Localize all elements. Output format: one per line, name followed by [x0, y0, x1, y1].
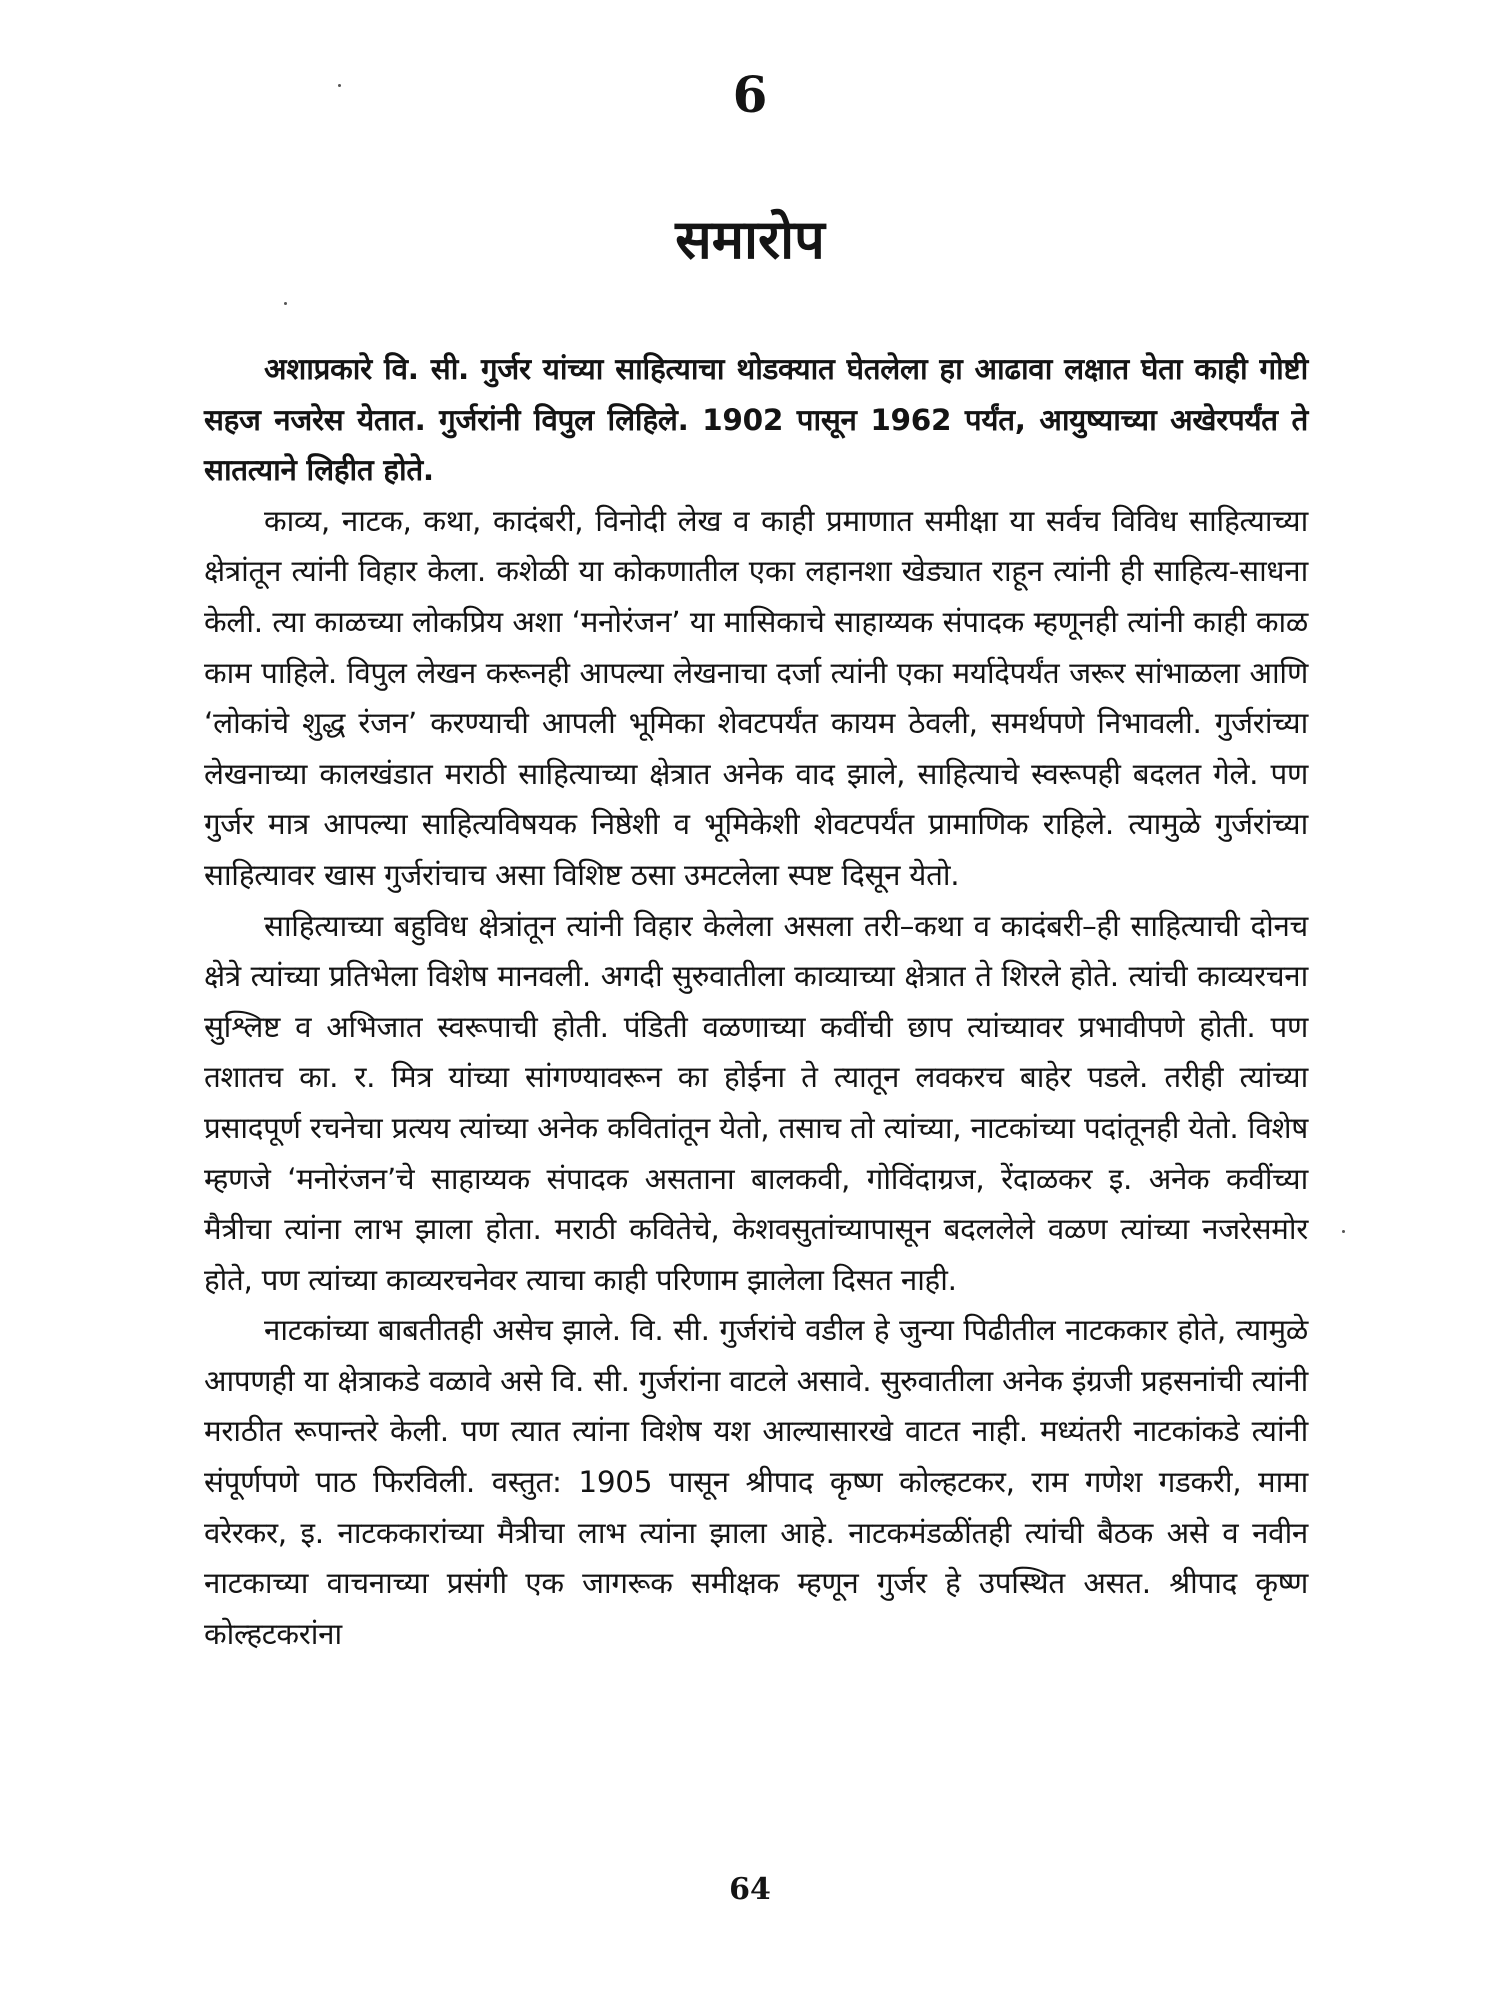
paragraph: नाटकांच्या बाबतीतही असेच झाले. वि. सी. गुर्जरांचे वडील हे जुन्या पिढीतील नाटककार होते, त्यामुळे आपणही या क्षेत्राकडे वळावे असे वि. सी. गुर्जरांना वाटले असावे. सुरुवातीला अनेक इंग्रजी प्रहसनांची त्यांनी मराठीत रूपान्तरे केली. पण त्यात त्यांना विशेष यश आल्यासारखे वाटत नाही. मध्यंतरी नाटकांकडे त्यांनी संपूर्णपणे पाठ फिरविली. वस्तुत: 1905 पासून श्रीपाद कृष्ण कोल्हटकर, राम गणेश गडकरी, मामा वरेरकर, इ. नाटककारांच्या मैत्रीचा लाभ त्यांना झाला आहे. नाटकमंडळींतही त्यांची बैठक असे व नवीन नाटकाच्या वाचनाच्या प्रसंगी एक जागरूक समीक्षक म्हणून गुर्जर हे उपस्थित असत. श्रीपाद कृष्ण कोल्हटकरांना [204, 1313, 1308, 1651]
scan-speck [1342, 1230, 1345, 1233]
paragraph: अशाप्रकारे वि. सी. गुर्जर यांच्या साहित्याचा थोडक्यात घेतलेला हा आढावा लक्षात घेता काही गोष्टी सहज नजरेस येतात. गुर्जरांनी विपुल लिहिले. 1902 पासून 1962 पर्यंत, आयुष्याच्या अखेरपर्यंत ते सातत्याने लिहीत होते. [204, 352, 1308, 488]
scan-speck [284, 302, 287, 305]
body-text [204, 344, 1308, 1659]
chapter-title: समारोप [675, 208, 825, 271]
page-number: 64 [729, 1872, 771, 1907]
chapter-number: 6 [732, 65, 768, 124]
paragraph: काव्य, नाटक, कथा, कादंबरी, विनोदी लेख व काही प्रमाणात समीक्षा या सर्वच विविध साहित्याच्या क्षेत्रांतून त्यांनी विहार केला. कशेळी या कोकणातील एका लहानशा खेड्यात राहून त्यांनी ही साहित्य-साधना केली. त्या काळच्या लोकप्रिय अशा ‘मनोरंजन’ या मासिकाचे साहाय्यक संपादक म्हणूनही त्यांनी काही काळ काम पाहिले. विपुल लेखन करूनही आपल्या लेखनाचा दर्जा त्यांनी एका मर्यादेपर्यंत जरूर सांभाळला आणि ‘लोकांचे शुद्ध रंजन’ करण्याची आपली भूमिका शेवटपर्यंत कायम ठेवली, समर्थपणे निभावली. गुर्जरांच्या लेखनाच्या कालखंडात मराठी साहित्याच्या क्षेत्रात अनेक वाद झाले, साहित्याचे स्वरूपही बदलत गेले. पण गुर्जर मात्र आपल्या साहित्यविषयक निष्ठेशी व भूमिकेशी शेवटपर्यंत प्रामाणिक राहिले. त्यामुळे गुर्जरांच्या साहित्यावर खास गुर्जरांचाच असा विशिष्ट ठसा उमटलेला स्पष्ट दिसून येतो. [204, 503, 1308, 892]
paragraph: साहित्याच्या बहुविध क्षेत्रांतून त्यांनी विहार केलेला असला तरी–कथा व कादंबरी–ही साहित्याची दोनच क्षेत्रे त्यांच्या प्रतिभेला विशेष मानवली. अगदी सुरुवातीला काव्याच्या क्षेत्रात ते शिरले होते. त्यांची काव्यरचना सुश्लिष्ट व अभिजात स्वरूपाची होती. पंडिती वळणाच्या कवींची छाप त्यांच्यावर प्रभावीपणे होती. पण तशातच का. र. मित्र यांच्या सांगण्यावरून का होईना ते त्यातून लवकरच बाहेर पडले. तरीही त्यांच्या प्रसादपूर्ण रचनेचा प्रत्यय त्यांच्या अनेक कवितांतून येतो, तसाच तो त्यांच्या, नाटकांच्या पदांतूनही येतो. विशेष म्हणजे ‘मनोरंजन’चे साहाय्यक संपादक असताना बालकवी, गोविंदाग्रज, रेंदाळकर इ. अनेक कवींच्या मैत्रीचा त्यांना लाभ झाला होता. मराठी कवितेचे, केशवसुतांच्यापासून बदललेले वळण त्यांच्या नजरेसमोर होते, पण त्यांच्या काव्यरचनेवर त्याचा काही परिणाम झालेला दिसत नाही. [204, 908, 1308, 1297]
